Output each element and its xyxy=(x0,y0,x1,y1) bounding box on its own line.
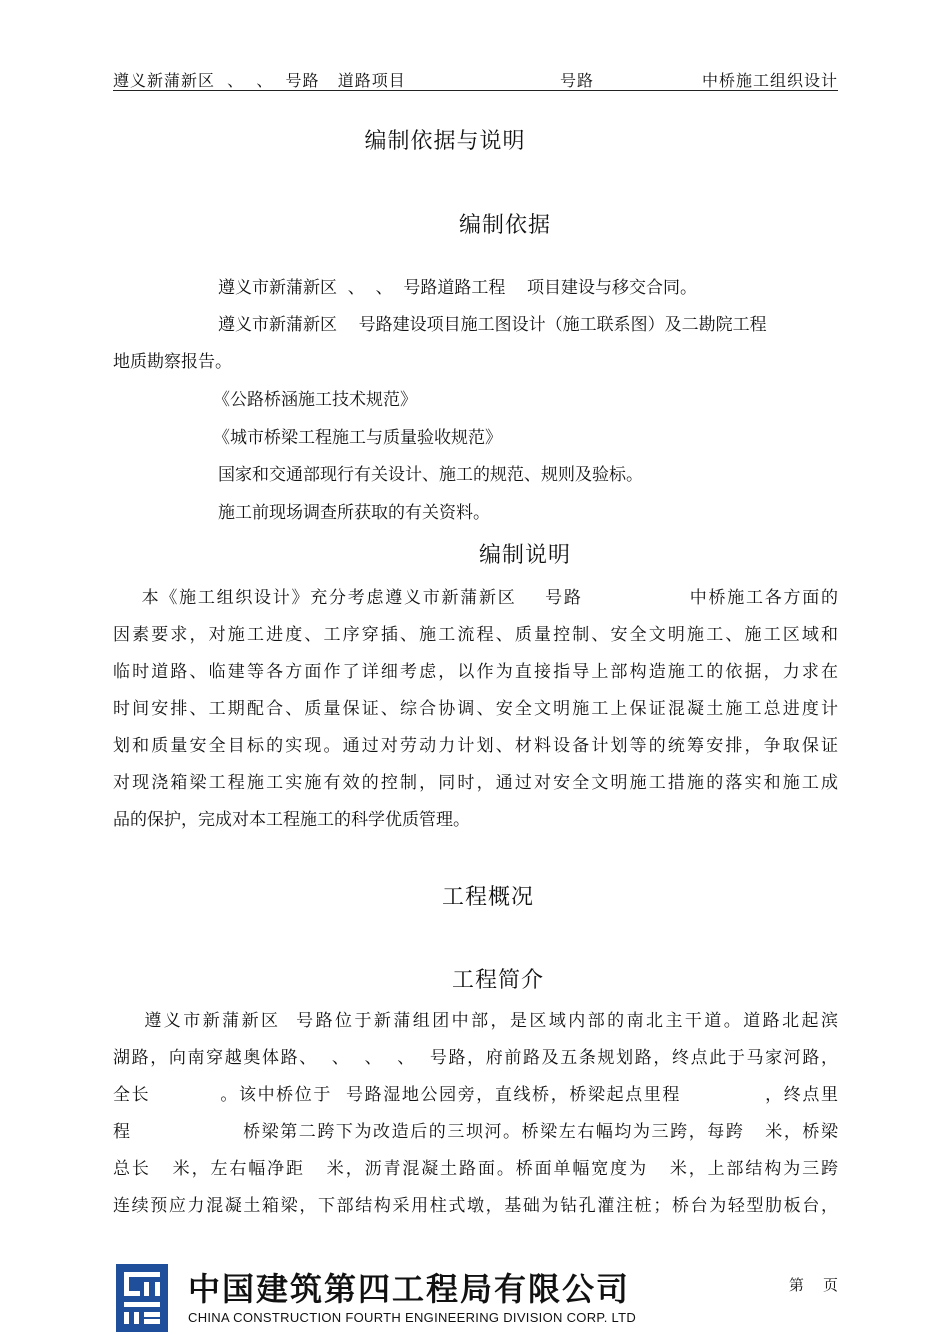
intro-line: 遵义市新蒲新区 号路位于新蒲组团中部，是区域内部的南北主干道。道路北起滨 xyxy=(113,1011,838,1031)
explain-line: 品的保护，完成对本工程施工的科学优质管理。 xyxy=(113,810,470,830)
explain-line: 划和质量安全目标的实现。通过对劳动力计划、材料设备计划等的统筹安排，争取保证 xyxy=(113,736,838,756)
page-footer xyxy=(116,1258,838,1338)
page-header xyxy=(113,66,838,91)
explain-line: 时间安排、工期配合、质量保证、综合协调、安全文明施工上保证混凝土施工总进度计 xyxy=(113,699,838,719)
basis-item-1: 遵义市新蒲新区 、 、 号路道路工程 项目建设与移交合同。 xyxy=(218,278,698,298)
intro-title: 工程简介 xyxy=(451,968,544,993)
basis-item-6: 施工前现场调查所获取的有关资料。 xyxy=(218,503,490,523)
explain-line: 临时道路、临建等各方面作了详细考虑，以作为直接指导上部构造施工的依据，力求在 xyxy=(113,662,838,682)
basis-item-2: 遵义市新蒲新区 号路建设项目施工图设计（施工联系图）及二勘院工程 xyxy=(218,315,767,335)
explain-title: 编制说明 xyxy=(478,543,571,568)
explain-paragraph xyxy=(113,580,838,839)
overview-title: 工程概况 xyxy=(441,885,534,910)
basis-item-4: 《城市桥梁工程施工与质量验收规范》 xyxy=(213,428,502,448)
intro-line: 全长 。该中桥位于 号路湿地公园旁，直线桥，桥梁起点里程 ，终点里 xyxy=(113,1085,838,1105)
company-name-en: CHINA CONSTRUCTION FOURTH ENGINEERING DIVISION CORP. LTD xyxy=(188,1310,637,1325)
intro-line: 湖路，向南穿越奥体路、 、 、 、 号路，府前路及五条规划路，终点此于马家河路， xyxy=(113,1048,838,1068)
main-title: 编制依据与说明 xyxy=(364,129,526,154)
basis-item-3: 《公路桥涵施工技术规范》 xyxy=(213,390,417,410)
explain-line: 对现浇箱梁工程施工实施有效的控制，同时，通过对安全文明施工措施的落实和施工成 xyxy=(113,773,838,793)
header-document-title: 中桥施工组织设计 xyxy=(701,71,838,90)
page-number: 第 页 xyxy=(788,1276,838,1294)
intro-line: 程 桥梁第二跨下为改造后的三坝河。桥梁左右幅均为三跨，每跨 米，桥梁 xyxy=(113,1122,838,1142)
header-road-number: 号路 xyxy=(560,71,595,90)
basis-item-5: 国家和交通部现行有关设计、施工的规范、规则及验标。 xyxy=(218,465,643,485)
intro-paragraph xyxy=(113,1003,838,1225)
header-project-name: 遵义新蒲新区 、 、 号路 道路项目 xyxy=(113,71,406,90)
company-logo-icon xyxy=(116,1264,168,1332)
basis-item-2-continued: 地质勘察报告。 xyxy=(113,352,232,372)
basis-title: 编制依据 xyxy=(458,213,551,238)
intro-line: 连续预应力混凝土箱梁，下部结构采用柱式墩，基础为钻孔灌注桩；桥台为轻型肋板台， xyxy=(113,1196,838,1216)
explain-line: 本《施工组织设计》充分考虑遵义市新蒲新区 号路 中桥施工各方面的 xyxy=(113,588,838,608)
explain-line: 因素要求，对施工进度、工序穿插、施工流程、质量控制、安全文明施工、施工区域和 xyxy=(113,625,838,645)
intro-line: 总长 米，左右幅净距 米，沥青混凝土路面。桥面单幅宽度为 米，上部结构为三跨 xyxy=(113,1159,838,1179)
company-name-cn: 中国建筑第四工程局有限公司 xyxy=(188,1270,631,1308)
